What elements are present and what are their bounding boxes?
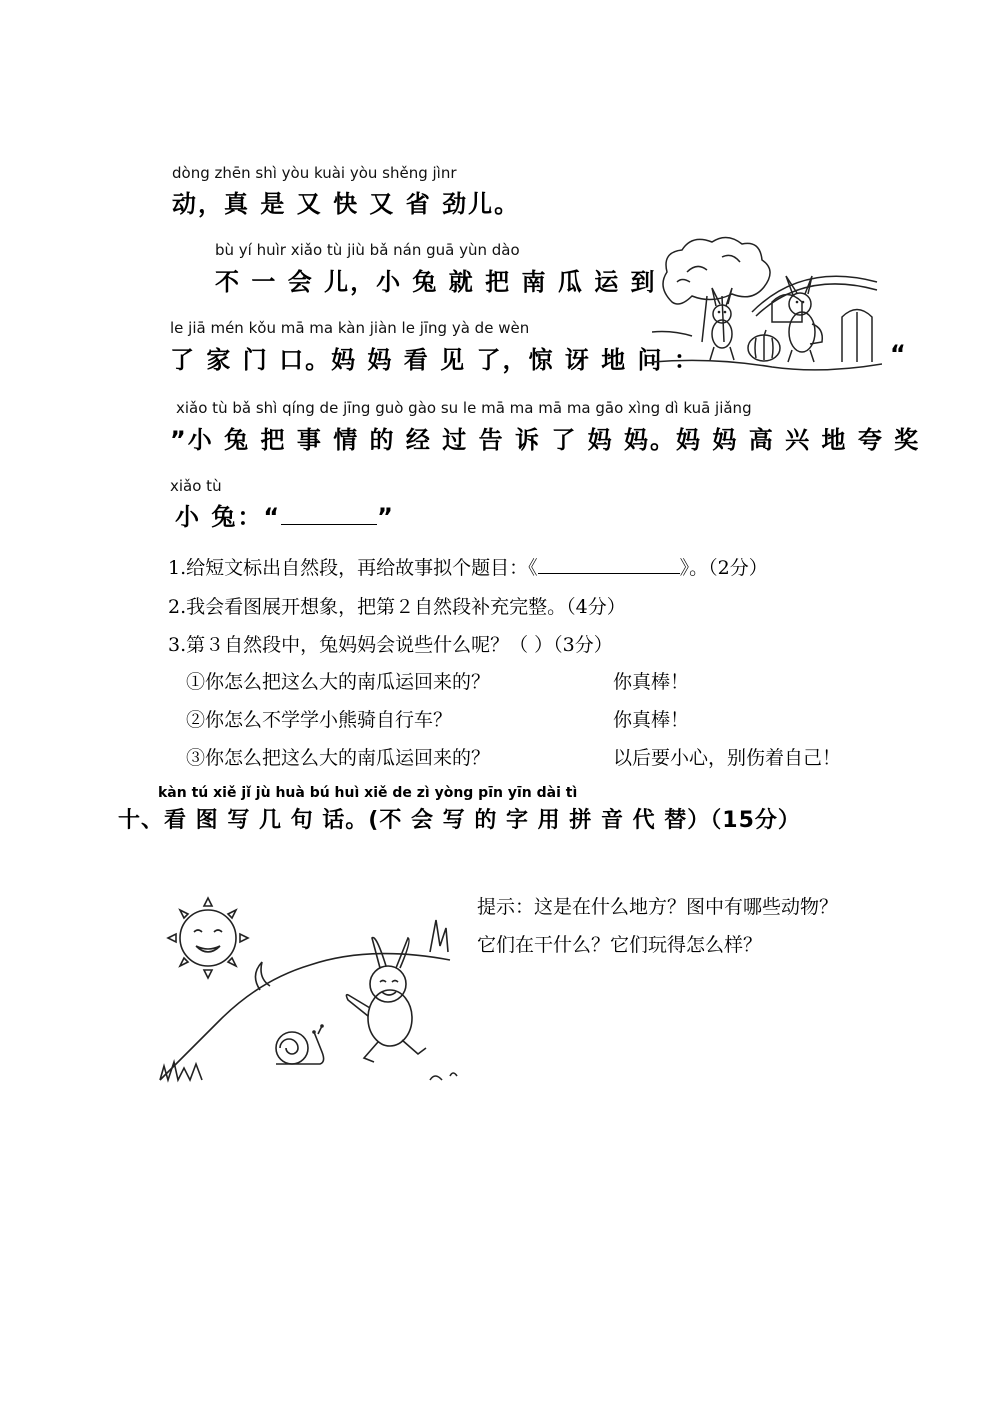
section-10-title: 十、看 图 写 几 句 话。(不 会 写 的 字 用 拼 音 代 替）（15分） [118, 808, 801, 833]
question-1-suffix: 》。（2分） [679, 557, 768, 579]
line5-pinyin: xiǎo tù [170, 477, 222, 495]
sun-rabbit-snail-illustration [150, 880, 470, 1090]
line5-prefix: 小 兔：“ [175, 503, 282, 531]
line1-pinyin: dòng zhēn shì yòu kuài yòu shěng jìnr [172, 164, 457, 182]
question-1 [168, 553, 768, 580]
line5-close-quote: ” [377, 503, 395, 531]
answer-blank-line5[interactable] [281, 502, 377, 525]
line3-pinyin: le jiā mén kǒu mā ma kàn jiàn le jīng yà de wèn [170, 319, 530, 337]
question-1-prompt: 1.给短文标出自然段，再给故事拟个题目：《 [168, 557, 538, 579]
option-3-left: ③你怎么把这么大的南瓜运回来的？ [186, 747, 491, 769]
line2-pinyin: bù yí huìr xiǎo tù jiù bǎ nán guā yùn dào [215, 241, 520, 259]
line3-open-quote: “ [890, 340, 908, 368]
option-1-right: 你真棒！ [613, 671, 690, 693]
line3-text: 了 家 门 口。妈 妈 看 见 了，惊 讶 地 问 ： [170, 346, 700, 374]
question-3: 3.第３自然段中，兔妈妈会说些什么呢？（ ）（3分） [168, 634, 613, 656]
line1-text: 动，真 是 又 快 又 省 劲儿。 [172, 190, 521, 218]
hint-line-2: 它们在干什么？它们玩得怎么样？ [477, 934, 763, 956]
option-3-right: 以后要小心，别伤着自己！ [613, 747, 842, 769]
title-answer-blank[interactable] [538, 553, 680, 574]
line4-text: ”小 兔 把 事 情 的 经 过 告 诉 了 妈 妈。妈 妈 高 兴 地 夸 奖 [170, 426, 921, 454]
option-1-left: ①你怎么把这么大的南瓜运回来的？ [186, 671, 491, 693]
hint-line-1: 提示：这是在什么地方？图中有哪些动物？ [477, 896, 839, 918]
line2-text: 不 一 会 儿，小 兔 就 把 南 瓜 运 到 [215, 268, 657, 296]
section-10-pinyin: kàn tú xiě jǐ jù huà bú huì xiě de zì yòng pīn yīn dài tì [158, 785, 578, 801]
option-2-right: 你真棒！ [613, 709, 690, 731]
line5-text [175, 497, 395, 532]
rabbits-pumpkin-illustration [652, 232, 882, 382]
option-2-left: ②你怎么不学学小熊骑自行车？ [186, 709, 453, 731]
question-2: 2.我会看图展开想象，把第２自然段补充完整。（4分） [168, 596, 626, 618]
line4-pinyin: xiǎo tù bǎ shì qíng de jīng guò gào su le mā ma mā ma gāo xìng dì kuā jiǎng [176, 399, 752, 417]
